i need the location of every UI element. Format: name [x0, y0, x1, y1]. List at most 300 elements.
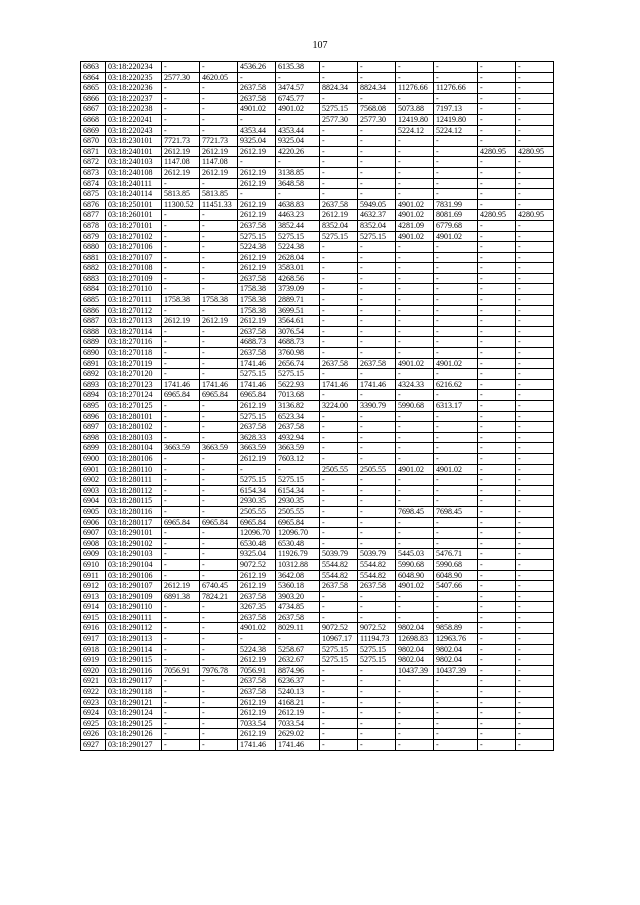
- table-cell: 2930.35: [276, 496, 320, 507]
- table-cell: -: [396, 740, 434, 751]
- table-cell: -: [162, 464, 200, 475]
- table-cell: -: [162, 506, 200, 517]
- table-cell: -: [162, 612, 200, 623]
- table-cell: 6903: [81, 485, 106, 496]
- table-cell: -: [162, 475, 200, 486]
- table-cell: -: [478, 591, 516, 602]
- table-cell: -: [434, 62, 478, 73]
- table-cell: -: [358, 538, 396, 549]
- table-cell: -: [478, 125, 516, 136]
- table-row: [81, 708, 554, 719]
- table-row: [81, 644, 554, 655]
- table-cell: 4353.44: [276, 125, 320, 136]
- table-cell: -: [396, 422, 434, 433]
- table-cell: -: [516, 199, 554, 210]
- table-cell: -: [358, 125, 396, 136]
- table-cell: 4901.02: [396, 358, 434, 369]
- table-cell: -: [358, 93, 396, 104]
- table-cell: 6906: [81, 517, 106, 528]
- table-row: [81, 634, 554, 645]
- table-cell: -: [434, 369, 478, 380]
- table-cell: -: [162, 570, 200, 581]
- table-cell: 4268.56: [276, 273, 320, 284]
- table-cell: -: [516, 284, 554, 295]
- table-cell: -: [516, 570, 554, 581]
- table-cell: -: [516, 443, 554, 454]
- table-cell: -: [478, 83, 516, 94]
- table-row: [81, 549, 554, 560]
- table-cell: -: [358, 422, 396, 433]
- table-cell: 03:18:240114: [106, 189, 162, 200]
- table-cell: 6868: [81, 114, 106, 125]
- table-cell: -: [396, 687, 434, 698]
- table-cell: -: [478, 506, 516, 517]
- table-cell: 6897: [81, 422, 106, 433]
- table-cell: -: [516, 93, 554, 104]
- table-cell: 6891: [81, 358, 106, 369]
- table-cell: 9802.04: [396, 655, 434, 666]
- table-cell: 2612.19: [276, 708, 320, 719]
- table-cell: 2612.19: [238, 697, 276, 708]
- table-cell: 8824.34: [358, 83, 396, 94]
- table-cell: 6965.84: [238, 517, 276, 528]
- table-cell: -: [358, 242, 396, 253]
- table-cell: 5544.82: [358, 570, 396, 581]
- table-cell: -: [162, 401, 200, 412]
- table-cell: -: [200, 506, 238, 517]
- table-cell: 2612.19: [238, 199, 276, 210]
- table-cell: -: [162, 242, 200, 253]
- table-row: [81, 411, 554, 422]
- table-cell: -: [516, 316, 554, 327]
- table-cell: -: [200, 411, 238, 422]
- table-cell: -: [516, 220, 554, 231]
- table-cell: 6920: [81, 665, 106, 676]
- table-cell: -: [162, 602, 200, 613]
- table-row: [81, 538, 554, 549]
- table-cell: 3663.59: [238, 443, 276, 454]
- table-cell: -: [358, 676, 396, 687]
- table-row: [81, 210, 554, 221]
- table-cell: -: [358, 369, 396, 380]
- table-cell: -: [200, 220, 238, 231]
- table-cell: -: [478, 411, 516, 422]
- table-cell: 6523.34: [276, 411, 320, 422]
- table-cell: 03:18:290114: [106, 644, 162, 655]
- table-cell: -: [478, 729, 516, 740]
- table-cell: 4901.02: [434, 464, 478, 475]
- table-cell: 03:18:290111: [106, 612, 162, 623]
- table-cell: -: [478, 517, 516, 528]
- table-cell: -: [434, 390, 478, 401]
- table-cell: -: [396, 62, 434, 73]
- table-cell: 03:18:280102: [106, 422, 162, 433]
- table-cell: -: [358, 697, 396, 708]
- table-row: [81, 316, 554, 327]
- table-cell: 6902: [81, 475, 106, 486]
- table-cell: 03:18:280117: [106, 517, 162, 528]
- table-cell: 4901.02: [434, 358, 478, 369]
- table-cell: 6896: [81, 411, 106, 422]
- table-cell: -: [320, 496, 358, 507]
- table-cell: -: [478, 687, 516, 698]
- table-cell: 9858.89: [434, 623, 478, 634]
- table-cell: -: [162, 687, 200, 698]
- table-cell: -: [396, 72, 434, 83]
- table-cell: -: [162, 369, 200, 380]
- table-cell: 03:18:290126: [106, 729, 162, 740]
- table-cell: 3136.82: [276, 401, 320, 412]
- table-cell: 9325.04: [238, 136, 276, 147]
- table-cell: -: [162, 284, 200, 295]
- table-cell: 6884: [81, 284, 106, 295]
- table-cell: 6904: [81, 496, 106, 507]
- table-cell: 9802.04: [434, 655, 478, 666]
- table-cell: 3583.01: [276, 263, 320, 274]
- table-cell: -: [358, 146, 396, 157]
- table-row: [81, 337, 554, 348]
- table-cell: -: [396, 528, 434, 539]
- table-cell: 7056.91: [162, 665, 200, 676]
- table-row: [81, 136, 554, 147]
- table-cell: -: [516, 581, 554, 592]
- table-cell: -: [162, 623, 200, 634]
- table-cell: -: [162, 411, 200, 422]
- table-cell: -: [200, 485, 238, 496]
- table-cell: -: [478, 93, 516, 104]
- table-cell: 8824.34: [320, 83, 358, 94]
- table-cell: 5224.38: [276, 242, 320, 253]
- table-cell: 03:18:270124: [106, 390, 162, 401]
- table-cell: 5275.15: [276, 475, 320, 486]
- table-cell: 2637.58: [238, 93, 276, 104]
- table-cell: -: [396, 591, 434, 602]
- table-cell: -: [320, 665, 358, 676]
- table-cell: -: [396, 136, 434, 147]
- table-cell: -: [434, 591, 478, 602]
- table-cell: 8081.69: [434, 210, 478, 221]
- table-cell: -: [358, 305, 396, 316]
- table-cell: -: [200, 62, 238, 73]
- table-cell: -: [516, 708, 554, 719]
- table-cell: 5275.15: [238, 475, 276, 486]
- table-cell: -: [320, 528, 358, 539]
- table-cell: 03:18:270109: [106, 273, 162, 284]
- table-cell: -: [434, 718, 478, 729]
- table-cell: -: [434, 337, 478, 348]
- table-cell: -: [162, 114, 200, 125]
- table-cell: -: [238, 634, 276, 645]
- table-cell: 7824.21: [200, 591, 238, 602]
- table-cell: -: [396, 697, 434, 708]
- table-row: [81, 453, 554, 464]
- table-cell: -: [162, 273, 200, 284]
- table-cell: 7721.73: [200, 136, 238, 147]
- page-number: 107: [312, 40, 328, 51]
- table-cell: 6866: [81, 93, 106, 104]
- table-cell: -: [200, 528, 238, 539]
- table-cell: 5622.93: [276, 379, 320, 390]
- table-cell: -: [200, 83, 238, 94]
- table-cell: -: [162, 220, 200, 231]
- table-cell: -: [434, 676, 478, 687]
- table-cell: -: [162, 231, 200, 242]
- table-cell: 03:18:220237: [106, 93, 162, 104]
- table-cell: 6885: [81, 295, 106, 306]
- table-cell: -: [162, 655, 200, 666]
- table-cell: -: [200, 453, 238, 464]
- table-cell: 5275.15: [320, 644, 358, 655]
- table-cell: -: [238, 157, 276, 168]
- table-cell: -: [434, 475, 478, 486]
- table-cell: 2612.19: [238, 708, 276, 719]
- table-cell: 2612.19: [200, 167, 238, 178]
- table-row: [81, 475, 554, 486]
- table-cell: 1741.46: [276, 740, 320, 751]
- table-cell: 5039.79: [358, 549, 396, 560]
- table-cell: -: [238, 72, 276, 83]
- table-cell: -: [358, 443, 396, 454]
- table-row: [81, 93, 554, 104]
- table-cell: -: [434, 305, 478, 316]
- table-cell: -: [434, 729, 478, 740]
- table-cell: -: [396, 718, 434, 729]
- table-cell: 6926: [81, 729, 106, 740]
- table-cell: -: [478, 379, 516, 390]
- table-cell: -: [478, 263, 516, 274]
- table-cell: 1741.46: [162, 379, 200, 390]
- table-cell: -: [434, 528, 478, 539]
- table-cell: 2505.55: [320, 464, 358, 475]
- table-cell: -: [434, 72, 478, 83]
- table-cell: -: [478, 665, 516, 676]
- table-row: [81, 273, 554, 284]
- table-cell: -: [396, 475, 434, 486]
- table-cell: -: [396, 316, 434, 327]
- table-cell: -: [320, 411, 358, 422]
- table-cell: -: [162, 104, 200, 115]
- table-cell: 11194.73: [358, 634, 396, 645]
- table-cell: 3642.08: [276, 570, 320, 581]
- table-cell: 5990.68: [396, 401, 434, 412]
- table-cell: 03:18:270112: [106, 305, 162, 316]
- table-cell: 6965.84: [238, 390, 276, 401]
- table-cell: -: [358, 687, 396, 698]
- table-cell: 2612.19: [320, 210, 358, 221]
- table-cell: -: [162, 422, 200, 433]
- table-cell: -: [320, 390, 358, 401]
- table-row: [81, 104, 554, 115]
- table-cell: 4168.21: [276, 697, 320, 708]
- table-cell: -: [396, 295, 434, 306]
- table-cell: 6918: [81, 644, 106, 655]
- table-cell: 6900: [81, 453, 106, 464]
- table-cell: -: [320, 538, 358, 549]
- table-cell: -: [434, 697, 478, 708]
- table-cell: -: [200, 125, 238, 136]
- table-cell: 2612.19: [200, 146, 238, 157]
- table-cell: 6888: [81, 326, 106, 337]
- table-cell: -: [434, 93, 478, 104]
- table-cell: -: [478, 104, 516, 115]
- table-cell: -: [396, 612, 434, 623]
- table-row: [81, 199, 554, 210]
- table-cell: -: [358, 506, 396, 517]
- table-cell: 5476.71: [434, 549, 478, 560]
- table-cell: -: [320, 146, 358, 157]
- table-cell: 6740.45: [200, 581, 238, 592]
- table-cell: 9802.04: [396, 623, 434, 634]
- table-cell: -: [320, 432, 358, 443]
- table-cell: 6911: [81, 570, 106, 581]
- table-cell: -: [276, 464, 320, 475]
- table-cell: -: [358, 178, 396, 189]
- table-cell: -: [478, 401, 516, 412]
- table-cell: 3076.54: [276, 326, 320, 337]
- table-cell: -: [396, 146, 434, 157]
- table-cell: -: [358, 411, 396, 422]
- table-cell: -: [162, 528, 200, 539]
- table-cell: -: [478, 538, 516, 549]
- table-cell: 2612.19: [238, 252, 276, 263]
- table-cell: 5544.82: [320, 570, 358, 581]
- table-cell: -: [200, 93, 238, 104]
- table-cell: 6965.84: [276, 517, 320, 528]
- table-row: [81, 443, 554, 454]
- table-cell: 5544.82: [320, 559, 358, 570]
- table-cell: -: [358, 718, 396, 729]
- table-cell: 6901: [81, 464, 106, 475]
- table-cell: 4688.73: [276, 337, 320, 348]
- table-cell: -: [320, 178, 358, 189]
- table-cell: -: [358, 263, 396, 274]
- table-cell: 2637.58: [238, 422, 276, 433]
- table-cell: -: [162, 634, 200, 645]
- table-cell: -: [396, 729, 434, 740]
- table-cell: -: [396, 390, 434, 401]
- table-cell: -: [162, 93, 200, 104]
- table-cell: 7197.13: [434, 104, 478, 115]
- table-cell: -: [396, 676, 434, 687]
- table-cell: -: [162, 496, 200, 507]
- table-cell: 6869: [81, 125, 106, 136]
- table-cell: 03:18:290101: [106, 528, 162, 539]
- table-cell: 12698.83: [396, 634, 434, 645]
- table-cell: 03:18:290113: [106, 634, 162, 645]
- table-cell: -: [478, 316, 516, 327]
- table-cell: 2628.04: [276, 252, 320, 263]
- table-cell: 5990.68: [434, 559, 478, 570]
- table-cell: 3699.51: [276, 305, 320, 316]
- table-cell: -: [434, 538, 478, 549]
- table-cell: -: [320, 273, 358, 284]
- table-cell: -: [200, 740, 238, 751]
- table-cell: 2612.19: [238, 210, 276, 221]
- table-cell: -: [516, 538, 554, 549]
- table-cell: 3564.61: [276, 316, 320, 327]
- table-cell: -: [516, 125, 554, 136]
- table-cell: 5275.15: [358, 644, 396, 655]
- table-row: [81, 517, 554, 528]
- table-cell: 2637.58: [238, 591, 276, 602]
- table-cell: -: [200, 623, 238, 634]
- table-cell: 5275.15: [238, 369, 276, 380]
- table-cell: -: [434, 263, 478, 274]
- table-cell: 5360.18: [276, 581, 320, 592]
- table-cell: 5275.15: [358, 655, 396, 666]
- table-cell: -: [200, 326, 238, 337]
- table-cell: 1741.46: [358, 379, 396, 390]
- table-cell: -: [516, 475, 554, 486]
- table-cell: -: [396, 337, 434, 348]
- table-cell: -: [434, 432, 478, 443]
- table-cell: -: [478, 718, 516, 729]
- table-cell: 1758.38: [238, 284, 276, 295]
- table-cell: 4901.02: [238, 623, 276, 634]
- table-cell: -: [478, 549, 516, 560]
- table-cell: 2637.58: [320, 581, 358, 592]
- table-cell: -: [434, 252, 478, 263]
- table-cell: -: [200, 464, 238, 475]
- table-cell: 6236.37: [276, 676, 320, 687]
- table-cell: -: [516, 337, 554, 348]
- table-cell: 5990.68: [396, 559, 434, 570]
- table-cell: -: [320, 157, 358, 168]
- table-cell: 10437.39: [434, 665, 478, 676]
- table-cell: 9325.04: [276, 136, 320, 147]
- table-cell: 7831.99: [434, 199, 478, 210]
- table-cell: 5224.12: [434, 125, 478, 136]
- table-cell: -: [478, 485, 516, 496]
- table-cell: 03:18:240103: [106, 157, 162, 168]
- table-cell: 4280.95: [516, 146, 554, 157]
- table-cell: 2637.58: [358, 358, 396, 369]
- table-cell: -: [478, 348, 516, 359]
- table-cell: -: [396, 517, 434, 528]
- table-cell: -: [162, 718, 200, 729]
- table-cell: -: [320, 517, 358, 528]
- table-cell: -: [434, 189, 478, 200]
- table-cell: -: [200, 644, 238, 655]
- table-cell: -: [238, 114, 276, 125]
- table-cell: 03:18:280111: [106, 475, 162, 486]
- table-cell: 03:18:270120: [106, 369, 162, 380]
- table-cell: -: [320, 62, 358, 73]
- table-cell: 6917: [81, 634, 106, 645]
- table-cell: -: [478, 740, 516, 751]
- table-cell: 6965.84: [162, 517, 200, 528]
- table-cell: -: [516, 401, 554, 412]
- table-cell: 7698.45: [434, 506, 478, 517]
- table-row: [81, 528, 554, 539]
- table-row: [81, 114, 554, 125]
- table-cell: 6878: [81, 220, 106, 231]
- table-cell: 9325.04: [238, 549, 276, 560]
- table-row: [81, 263, 554, 274]
- table-row: [81, 72, 554, 83]
- table-cell: -: [516, 549, 554, 560]
- table-cell: 3390.79: [358, 401, 396, 412]
- table-row: [81, 612, 554, 623]
- table-cell: 4281.09: [396, 220, 434, 231]
- table-cell: 2637.58: [320, 199, 358, 210]
- table-cell: 2577.30: [358, 114, 396, 125]
- table-cell: -: [320, 422, 358, 433]
- table-cell: -: [516, 411, 554, 422]
- table-cell: -: [516, 231, 554, 242]
- table-cell: -: [434, 178, 478, 189]
- table-cell: -: [200, 348, 238, 359]
